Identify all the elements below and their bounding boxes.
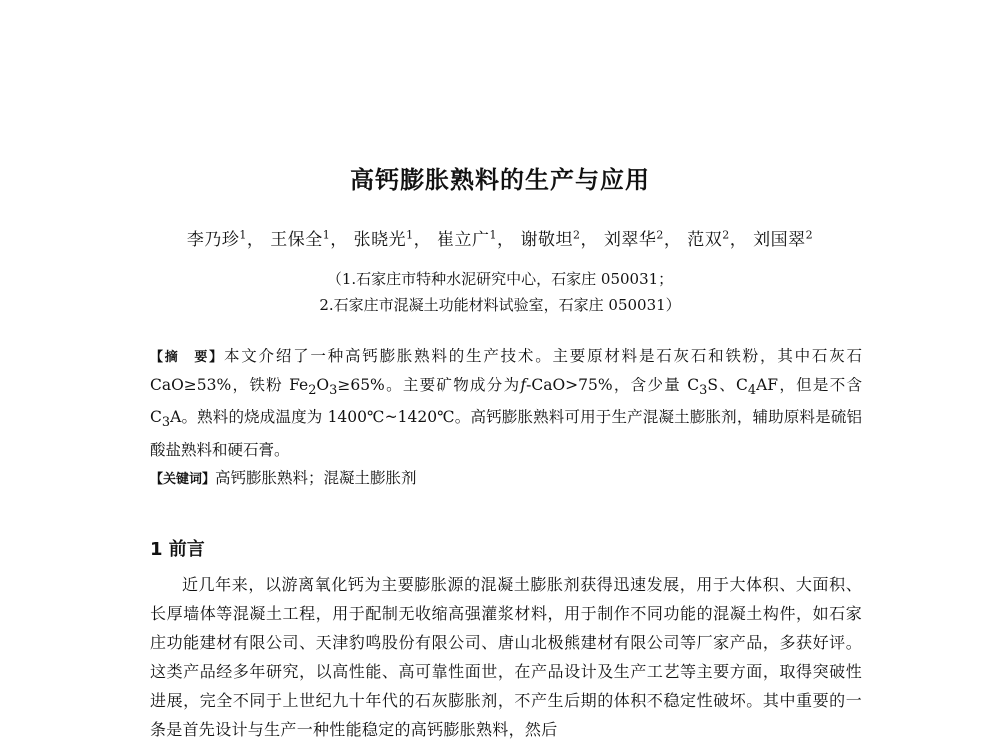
paper-title: 高钙膨胀熟料的生产与应用 [350,166,650,194]
keywords [150,465,862,493]
body-paragraph: 近几年来，以游离氧化钙为主要膨胀源的混凝土膨胀剂获得迅速发展，用于大体积、大面积、长厚墙体等混凝土工程，用于配制无收缩高强灌浆材料，用于制作不同功能的混凝土构件，如石家庄功能建材有限公司、天津豹鸣股份有限公司、唐山北极熊建材有限公司等厂家产品，多获好评。这类产品经多年研究，以高性能、高可靠性面世，在产品设计及生产工艺等主要方面，取得突破性进展，完全不同于上世纪九十年代的石灰膨胀剂，不产生后期的体积不稳定性破坏。其中重要的一条是首先设计与生产一种性能稳定的高钙膨胀熟料，然后 [150,575,862,739]
author: 范双$^2$ [687,228,730,250]
author-list: 李乃珍$^1$， 王保全$^1$， 张晓光$^1$， 崔立广$^1$， 谢敬坦$^2$， 刘翠华$^2$， 范双$^2$， 刘国翠$^2$ [186,228,814,250]
author: 崔立广$^1$ [437,228,498,250]
author: 谢敬坦$^2$ [520,228,581,250]
author: 李乃珍$^1$ [186,228,247,250]
keywords-text: 高钙膨胀熟料；混凝土膨胀剂 [215,469,417,487]
affiliation-line-2: 2.石家庄市混凝土功能材料试验室，石家庄 050031） [319,296,681,314]
author: 张晓光$^1$ [353,228,414,250]
affiliation-line-1: （1.石家庄市特种水泥研究中心，石家庄 050031； [326,270,674,288]
author: 刘国翠$^2$ [753,228,814,250]
author: 刘翠华$^2$ [603,228,664,250]
author: 王保全$^1$ [270,228,331,250]
keywords-label: 【关键词】 [150,472,216,487]
abstract: 【摘 要】本文介绍了一种高钙膨胀熟料的生产技术。主要原材料是石灰石和铁粉，其中石灰石 CaO≥53%，铁粉 $Fe_2O_3\ge 65\%$。主要矿物成分为f-CaO>75%，含少量 $C_3S$、$C_4AF$，但是不含 $C_3A$。熟料的烧成温度为 1400℃~1420℃。高钙膨胀熟料可用于生产混凝土膨胀剂，辅助原料是硫铝酸盐熟料和硬石膏。 [150,347,862,459]
abstract-label: 【摘 要】 [150,350,224,365]
section-heading: 1 前言 [150,539,205,560]
